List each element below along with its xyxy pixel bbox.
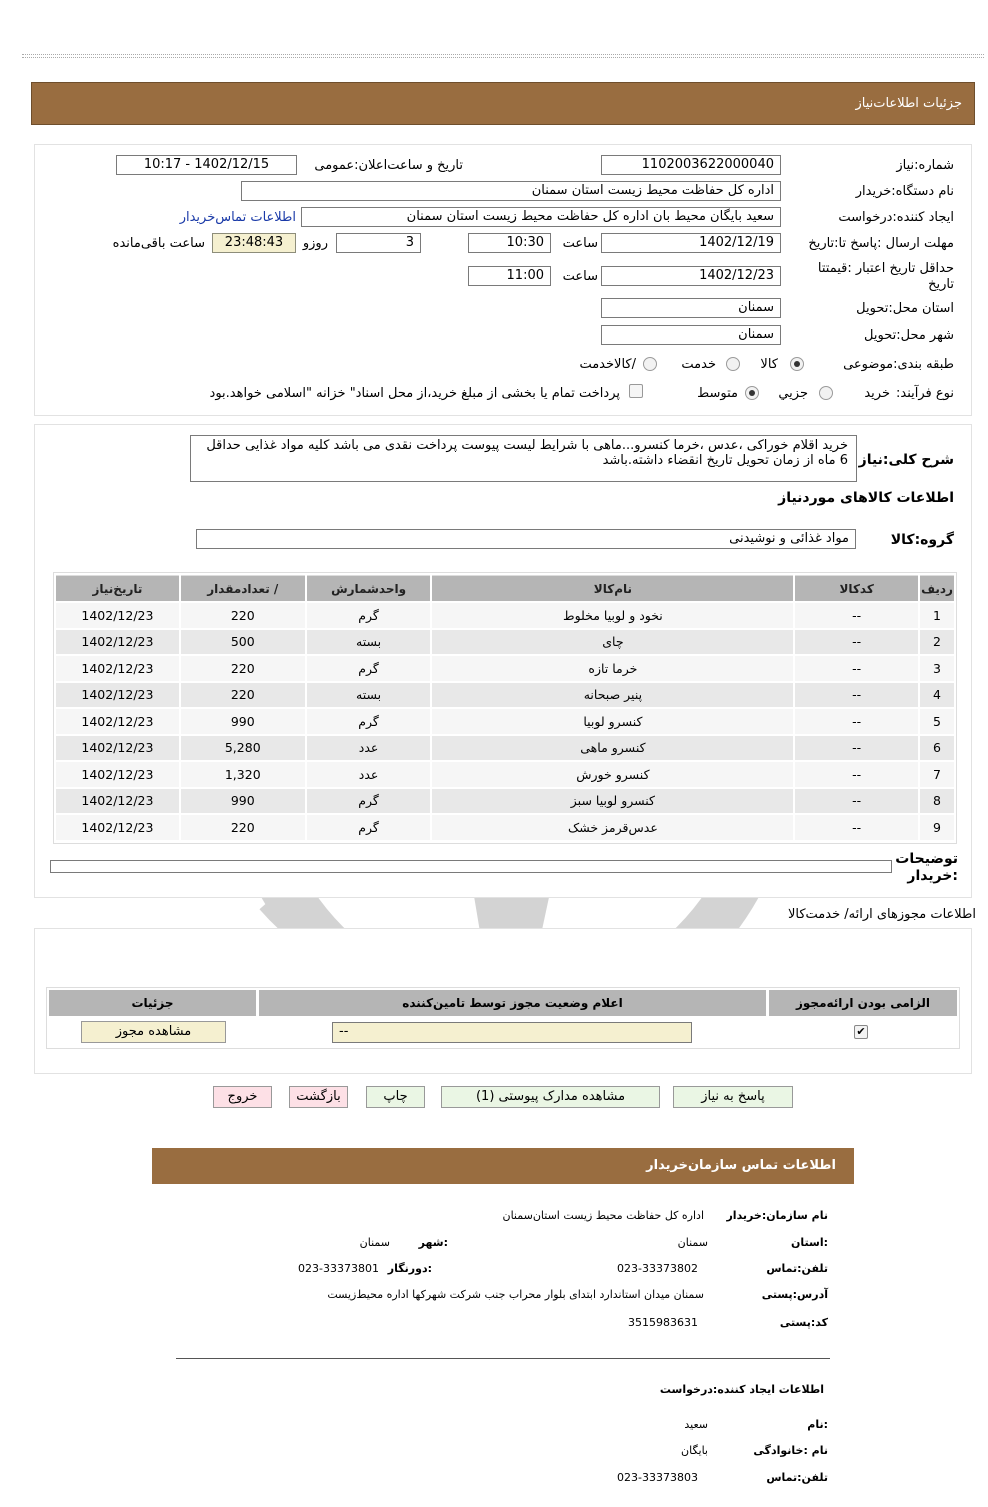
remaining-time-label: ساعت باقی‌مانده bbox=[112, 236, 205, 251]
cell-code: -- bbox=[795, 815, 918, 840]
creator-phone-label: تلفن:تماس bbox=[766, 1471, 828, 1484]
table-row bbox=[56, 656, 954, 681]
col-unit: واحدشمارش bbox=[307, 575, 431, 601]
buyer-contact-link[interactable]: اطلاعات تماس‌خریدار bbox=[179, 210, 296, 225]
process-partial-radio[interactable] bbox=[819, 386, 833, 400]
cell-date: 1402/12/23 bbox=[56, 630, 179, 655]
cell-date: 1402/12/23 bbox=[56, 656, 179, 681]
permit-status-field[interactable]: -- bbox=[332, 1022, 692, 1043]
permit-required-checkbox[interactable]: ✔ bbox=[854, 1025, 868, 1039]
cell-name: کنسرو ماهی bbox=[432, 736, 793, 761]
city-field[interactable]: سمنان bbox=[601, 325, 781, 345]
validity-time-field[interactable]: 11:00 bbox=[468, 266, 551, 286]
province-field[interactable]: سمنان bbox=[601, 298, 781, 318]
creator-name-label: :نام bbox=[807, 1418, 828, 1431]
announce-label: تاریخ و ساعت‌اعلان:عمومی bbox=[314, 158, 463, 173]
back-button[interactable]: بازگشت bbox=[289, 1086, 348, 1108]
cell-row: 5 bbox=[920, 709, 954, 734]
cell-code: -- bbox=[795, 709, 918, 734]
table-row bbox=[56, 762, 954, 787]
contact-fax-value: 023-33373801 bbox=[298, 1262, 379, 1275]
treasury-payment-checkbox[interactable] bbox=[629, 384, 643, 398]
cell-code: -- bbox=[795, 683, 918, 708]
days-field[interactable]: 3 bbox=[336, 233, 421, 253]
cell-unit: عدد bbox=[307, 762, 431, 787]
col-quantity: / تعدادمقدار bbox=[181, 575, 305, 601]
page-header bbox=[31, 82, 975, 125]
cell-row: 8 bbox=[920, 789, 954, 814]
cell-date: 1402/12/23 bbox=[56, 736, 179, 761]
cell-name: کنسرو لوبیا سبز bbox=[432, 789, 793, 814]
validity-time-label: ساعت bbox=[562, 269, 598, 284]
cell-row: 1 bbox=[920, 603, 954, 628]
contact-phone-label: تلفن:تماس bbox=[766, 1262, 828, 1275]
reply-time-field[interactable]: 10:30 bbox=[468, 233, 551, 253]
cell-unit: گرم bbox=[307, 603, 431, 628]
cell-code: -- bbox=[795, 789, 918, 814]
table-row bbox=[56, 683, 954, 708]
category-goods-label: کالا bbox=[760, 357, 778, 372]
cell-unit: بسته bbox=[307, 630, 431, 655]
page-title: جزئیات اطلاعات‌نیاز bbox=[855, 96, 962, 111]
cell-date: 1402/12/23 bbox=[56, 789, 179, 814]
process-buy-label: خرید bbox=[864, 386, 890, 401]
need-number-field[interactable]: 1102003622000040 bbox=[601, 155, 781, 175]
cell-quantity: 220 bbox=[181, 603, 305, 628]
cell-name: کنسرو خورش bbox=[432, 762, 793, 787]
contact-divider bbox=[176, 1358, 830, 1359]
province-label: استان محل:تحویل bbox=[856, 301, 954, 316]
contact-address-value: سمنان میدان استاندارد ابتدای بلوار محراب جنب شرکت شهرکها اداره محیط‌زیست bbox=[327, 1288, 704, 1301]
cell-quantity: 1,320 bbox=[181, 762, 305, 787]
remaining-time-field: 23:48:43 bbox=[212, 233, 296, 253]
cell-code: -- bbox=[795, 630, 918, 655]
cell-name: پنیر صبحانه bbox=[432, 683, 793, 708]
table-row bbox=[56, 603, 954, 628]
cell-code: -- bbox=[795, 736, 918, 761]
permit-required-header: الزامی بودن ارائه‌مجوز bbox=[769, 990, 957, 1016]
table-row bbox=[56, 709, 954, 734]
creator-label: ایجاد کننده:درخواست bbox=[838, 210, 954, 225]
announce-datetime-field[interactable]: 1402/12/15 - 10:17 bbox=[116, 155, 297, 175]
permits-table bbox=[46, 987, 960, 1049]
cell-quantity: 220 bbox=[181, 683, 305, 708]
contact-org-value: اداره کل حفاظت محیط زیست استان‌سمنان bbox=[502, 1209, 704, 1222]
validity-label: حداقل تاریخ اعتبار :قیمتتا تاریخ bbox=[817, 261, 954, 292]
contact-city-value: سمنان bbox=[359, 1236, 390, 1249]
category-both-label: /کالاخدمت bbox=[579, 357, 636, 372]
cell-quantity: 990 bbox=[181, 789, 305, 814]
cell-date: 1402/12/23 bbox=[56, 603, 179, 628]
cell-quantity: 220 bbox=[181, 815, 305, 840]
reply-deadline-label: مهلت ارسال :پاسخ تا:تاریخ bbox=[808, 236, 954, 251]
cell-date: 1402/12/23 bbox=[56, 815, 179, 840]
cell-date: 1402/12/23 bbox=[56, 709, 179, 734]
items-table-header bbox=[56, 575, 954, 601]
print-button[interactable]: چاپ bbox=[366, 1086, 425, 1108]
contact-province-value: سمنان bbox=[677, 1236, 708, 1249]
exit-button[interactable]: خروج bbox=[213, 1086, 272, 1108]
cell-row: 4 bbox=[920, 683, 954, 708]
col-code: کدکالا bbox=[795, 575, 918, 601]
table-row bbox=[56, 736, 954, 761]
cell-unit: عدد bbox=[307, 736, 431, 761]
process-partial-label: جزیي bbox=[778, 386, 808, 401]
reply-to-need-button[interactable]: پاسخ به نیاز bbox=[673, 1086, 793, 1108]
contact-header bbox=[152, 1148, 854, 1184]
permit-details-header: جزئیات bbox=[49, 990, 256, 1016]
cell-row: 3 bbox=[920, 656, 954, 681]
items-table-frame bbox=[53, 572, 957, 844]
cell-code: -- bbox=[795, 603, 918, 628]
permit-status-header: اعلام وضعیت مجوز توسط تامین‌کننده bbox=[259, 990, 766, 1016]
top-divider bbox=[22, 54, 984, 58]
creator-family-value: بایگان bbox=[681, 1444, 708, 1457]
col-row: ردیف bbox=[920, 575, 954, 601]
cell-unit: گرم bbox=[307, 709, 431, 734]
process-type-label: نوع فرآیند: bbox=[896, 386, 954, 401]
cell-row: 7 bbox=[920, 762, 954, 787]
creator-phone-value: 023-33373803 bbox=[617, 1471, 698, 1484]
cell-unit: گرم bbox=[307, 815, 431, 840]
category-both-radio[interactable] bbox=[643, 357, 657, 371]
items-table bbox=[54, 573, 956, 842]
process-medium-label: متوسط bbox=[697, 386, 738, 401]
contact-city-label: :شهر bbox=[418, 1236, 448, 1249]
cell-name: نخود و لوبیا مخلوط bbox=[432, 603, 793, 628]
treasury-payment-note: پرداخت تمام یا بخشی از مبلغ خرید،از محل اسناد" خزانه "اسلامی خواهد.بود bbox=[209, 386, 620, 401]
view-attachments-button[interactable]: مشاهده مدارک پیوستی (1) bbox=[441, 1086, 660, 1108]
cell-row: 9 bbox=[920, 815, 954, 840]
contact-postal-label: کد:پستی bbox=[779, 1316, 828, 1329]
description-label: شرح کلی:نیاز bbox=[858, 452, 954, 468]
table-row bbox=[56, 789, 954, 814]
category-service-radio[interactable] bbox=[726, 357, 740, 371]
days-label: روزو bbox=[302, 236, 328, 251]
creator-family-label: نام :خانوادگی bbox=[753, 1444, 828, 1457]
city-label: شهر محل:تحویل bbox=[864, 328, 954, 343]
cell-name: عدس‌قرمز خشک bbox=[432, 815, 793, 840]
cell-row: 2 bbox=[920, 630, 954, 655]
category-label: طبقه بندی:موضوعی bbox=[843, 357, 954, 372]
view-permit-button[interactable]: مشاهده مجوز bbox=[81, 1021, 226, 1043]
validity-date-field[interactable]: 1402/12/23 bbox=[601, 266, 781, 286]
permits-title: اطلاعات مجوزهای ارائه/ خدمت‌کالا bbox=[787, 907, 976, 922]
buyer-notes-field[interactable] bbox=[50, 860, 892, 873]
table-row bbox=[56, 630, 954, 655]
cell-row: 6 bbox=[920, 736, 954, 761]
need-number-label: شماره:نیاز bbox=[896, 158, 954, 173]
process-medium-radio[interactable] bbox=[745, 386, 759, 400]
contact-address-label: آدرس:پستی bbox=[761, 1288, 828, 1301]
cell-unit: گرم bbox=[307, 656, 431, 681]
contact-title: اطلاعات تماس سازمان‌خریدار bbox=[646, 1158, 836, 1173]
buyer-org-label: نام دستگاه:خریدار bbox=[855, 184, 954, 199]
cell-unit: گرم bbox=[307, 789, 431, 814]
cell-unit: بسته bbox=[307, 683, 431, 708]
cell-code: -- bbox=[795, 656, 918, 681]
cell-quantity: 500 bbox=[181, 630, 305, 655]
category-service-label: خدمت bbox=[681, 357, 716, 372]
buyer-notes-label: توضیحات :خریدار bbox=[895, 851, 958, 884]
col-need-date: تاریخ‌نیاز bbox=[56, 575, 179, 601]
contact-phone-value: 023-33373802 bbox=[617, 1262, 698, 1275]
buyer-org-field[interactable]: اداره کل حفاظت محیط زیست استان سمنان bbox=[241, 181, 781, 201]
cell-name: کنسرو لوبیا bbox=[432, 709, 793, 734]
cell-name: خرما تازه bbox=[432, 656, 793, 681]
contact-province-label: :استان bbox=[791, 1236, 828, 1249]
creator-info-title: اطلاعات ایجاد کننده:درخواست bbox=[659, 1383, 824, 1396]
creator-field[interactable]: سعید بایگان محیط بان اداره کل حفاظت محیط زیست استان سمنان bbox=[301, 207, 781, 227]
creator-name-value: سعید bbox=[684, 1418, 708, 1431]
cell-quantity: 5,280 bbox=[181, 736, 305, 761]
reply-date-field[interactable]: 1402/12/19 bbox=[601, 233, 781, 253]
col-name: نام‌کالا bbox=[432, 575, 793, 601]
cell-date: 1402/12/23 bbox=[56, 762, 179, 787]
cell-code: -- bbox=[795, 762, 918, 787]
goods-group-label: گروه:کالا bbox=[890, 532, 954, 548]
reply-time-label: ساعت bbox=[562, 236, 598, 251]
contact-org-label: نام سازمان:خریدار bbox=[726, 1209, 828, 1222]
goods-group-field[interactable]: مواد غذائی و نوشیدنی bbox=[196, 529, 856, 549]
description-text: خرید اقلام خوراکی ،عدس ،خرما کنسرو...ماهی با شرایط لیست پیوست پرداخت نقدی می باشد کلیه مواد غذایی حداقل 6 ماه از زمان تحویل تاریخ انقضاء داشته.باشد bbox=[190, 435, 857, 482]
category-goods-radio[interactable] bbox=[790, 357, 804, 371]
cell-name: چای bbox=[432, 630, 793, 655]
cell-quantity: 220 bbox=[181, 656, 305, 681]
contact-fax-label: :دورنگار bbox=[387, 1262, 432, 1275]
cell-quantity: 990 bbox=[181, 709, 305, 734]
cell-date: 1402/12/23 bbox=[56, 683, 179, 708]
contact-postal-value: 3515983631 bbox=[628, 1316, 698, 1329]
table-row bbox=[56, 815, 954, 840]
goods-info-title: اطلاعات کالاهای موردنیاز bbox=[778, 490, 954, 506]
